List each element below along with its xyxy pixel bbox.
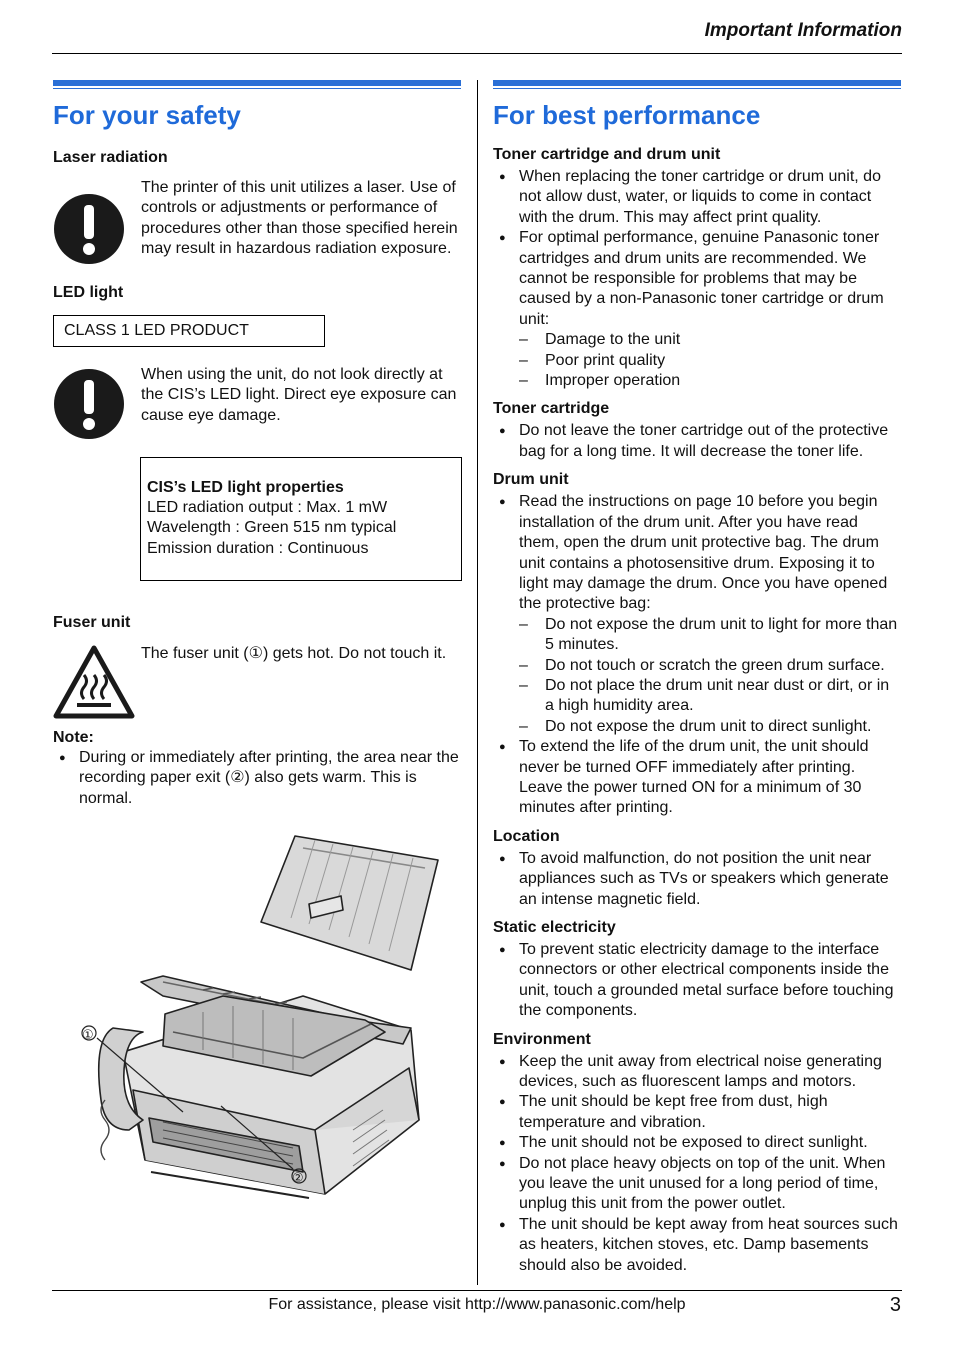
- list-item-text: When replacing the toner cartridge or drum unit, do not allow dust, water, or liquids to come in contact with the drum. This may affect print quality.: [519, 168, 881, 226]
- fuser-block: [53, 644, 461, 724]
- list-item: [493, 1215, 901, 1276]
- column-divider: [477, 80, 478, 1285]
- list-item-text: Do not place heavy objects on top of the unit. When you leave the unit unused for a long period of time, unplug this unit from the power outlet.: [519, 1154, 886, 1213]
- list-item: [493, 492, 901, 737]
- list-item: [493, 421, 901, 462]
- list-item: [493, 228, 901, 391]
- page-number: 3: [889, 1294, 901, 1316]
- footer-rule: [52, 1290, 902, 1291]
- fuser-heading: Fuser unit: [53, 614, 131, 631]
- list-item: [493, 1092, 901, 1133]
- callout-1: ①: [82, 1028, 94, 1043]
- section-bar: [493, 80, 901, 86]
- note-heading: Note:: [53, 729, 94, 746]
- dash-item: – Do not expose the drum unit to light for more than 5 minutes.: [519, 615, 901, 656]
- list-item: [493, 1154, 901, 1215]
- list-item: [493, 167, 901, 228]
- laser-text: The printer of this unit utilizes a laser. Use of controls or adjustments or performance of procedures other than those specified herein may result in hazardous radiation exposure.: [141, 179, 458, 258]
- laser-block: [53, 178, 461, 270]
- hot-surface-warning-icon: [53, 644, 141, 724]
- list-item: [493, 737, 901, 819]
- list-item-text: Do not leave the toner cartridge out of the protective bag for a long time. It will decrease the toner life.: [519, 422, 889, 460]
- led-text: When using the unit, do not look directly at the CIS’s LED light. Direct eye exposure can cause eye damage.: [141, 366, 457, 424]
- list-item-text: To avoid malfunction, do not position the unit near appliances such as TVs or speakers which generate an intense magnetic field.: [519, 849, 889, 908]
- cis-property: Emission duration : Continuous: [147, 539, 369, 557]
- printer-illustration: [53, 800, 461, 1200]
- callout-2: ②: [292, 1171, 304, 1186]
- section-heading: Toner cartridge: [493, 400, 610, 418]
- bullet-list: [493, 849, 901, 910]
- page-header-title: Important Information: [704, 20, 902, 41]
- bullet-list: [493, 940, 901, 1022]
- cis-property: Wavelength : Green 515 nm typical: [147, 519, 397, 537]
- section-title-performance: For best performance: [493, 100, 761, 130]
- section-heading: Toner cartridge and drum unit: [493, 146, 721, 163]
- dash-item: – Do not expose the drum unit to direct sunlight.: [519, 717, 901, 737]
- led-heading: LED light: [53, 284, 124, 301]
- performance-column: [493, 80, 901, 1276]
- bullet-list: [493, 167, 901, 391]
- list-item-text: For optimal performance, genuine Panasonic toner cartridges and drum units are recommended. We cannot be responsible for problems that may be caused by a non-Panasonic toner cartridge or drum unit:: [519, 229, 884, 328]
- dash-item: – Damage to the unit: [519, 330, 901, 350]
- led-block: [53, 365, 461, 445]
- section-heading: Static electricity: [493, 919, 616, 936]
- list-item-text: Keep the unit away from electrical noise generating devices, such as fluorescent lamps and motors.: [519, 1052, 882, 1091]
- list-item: [493, 1052, 901, 1093]
- list-item-text: To prevent static electricity damage to the interface connectors or other electrical components inside the unit, touch a grounded metal surface before touching the components.: [519, 941, 894, 1020]
- bullet-list: [493, 421, 901, 462]
- header-rule: [52, 53, 902, 54]
- dash-item: – Improper operation: [519, 371, 901, 391]
- footer-help-text: For assistance, please visit http://www.panasonic.com/help: [268, 1296, 686, 1313]
- section-title-safety: For your safety: [53, 100, 241, 130]
- list-item-text: To extend the life of the drum unit, the unit should never be turned OFF immediately after printing. Leave the power turned ON for a minimum of 30 minutes after printing.: [519, 738, 869, 817]
- section-heading: Environment: [493, 1030, 591, 1048]
- cis-properties-title: CIS’s LED light properties: [147, 479, 344, 496]
- list-item: [493, 849, 901, 910]
- bullet-list: [493, 492, 901, 819]
- cis-property: LED radiation output : Max. 1 mW: [147, 499, 388, 516]
- list-item: [493, 940, 901, 1022]
- performance-sections: [493, 145, 901, 1276]
- section-heading: Location: [493, 827, 560, 845]
- dash-item: – Do not place the drum unit near dust or dirt, or in a high humidity area.: [519, 676, 901, 717]
- laser-heading: Laser radiation: [53, 149, 168, 166]
- list-item: [493, 1133, 901, 1153]
- list-item-text: The unit should be kept away from heat sources such as heaters, kitchen stoves, etc. Damp basements should also be avoided.: [519, 1215, 898, 1274]
- dash-item: – Poor print quality: [519, 351, 901, 371]
- dash-list: [519, 330, 901, 391]
- caution-exclamation-icon: [53, 178, 141, 270]
- section-heading: Drum unit: [493, 471, 569, 489]
- list-item-text: Read the instructions on page 10 before you begin installation of the drum unit. After you have read them, open the drum unit protective bag. The drum unit contains a photosensitive drum. Exposing it to light may damage the drum. Once you have opened the protective bag:: [519, 493, 888, 613]
- section-bar-thin: [493, 88, 901, 89]
- bullet-list: [493, 1052, 901, 1276]
- safety-column: [53, 80, 461, 1186]
- cis-properties-box: [140, 457, 462, 581]
- dash-item: – Do not touch or scratch the green drum surface.: [519, 656, 901, 676]
- caution-exclamation-icon: [53, 365, 141, 445]
- fuser-text: The fuser unit (①) gets hot. Do not touch it.: [141, 645, 447, 662]
- section-bar-thin: [53, 88, 461, 89]
- section-bar: [53, 80, 461, 86]
- list-item-text: The unit should be kept free from dust, high temperature and vibration.: [519, 1093, 828, 1131]
- list-item-text: The unit should not be exposed to direct sunlight.: [519, 1134, 868, 1152]
- led-class-box: CLASS 1 LED PRODUCT: [53, 315, 325, 347]
- dash-list: [519, 615, 901, 737]
- list-item: ● During or immediately after printing, the area near the recording paper exit (②) also gets warm. This is normal.: [53, 748, 461, 809]
